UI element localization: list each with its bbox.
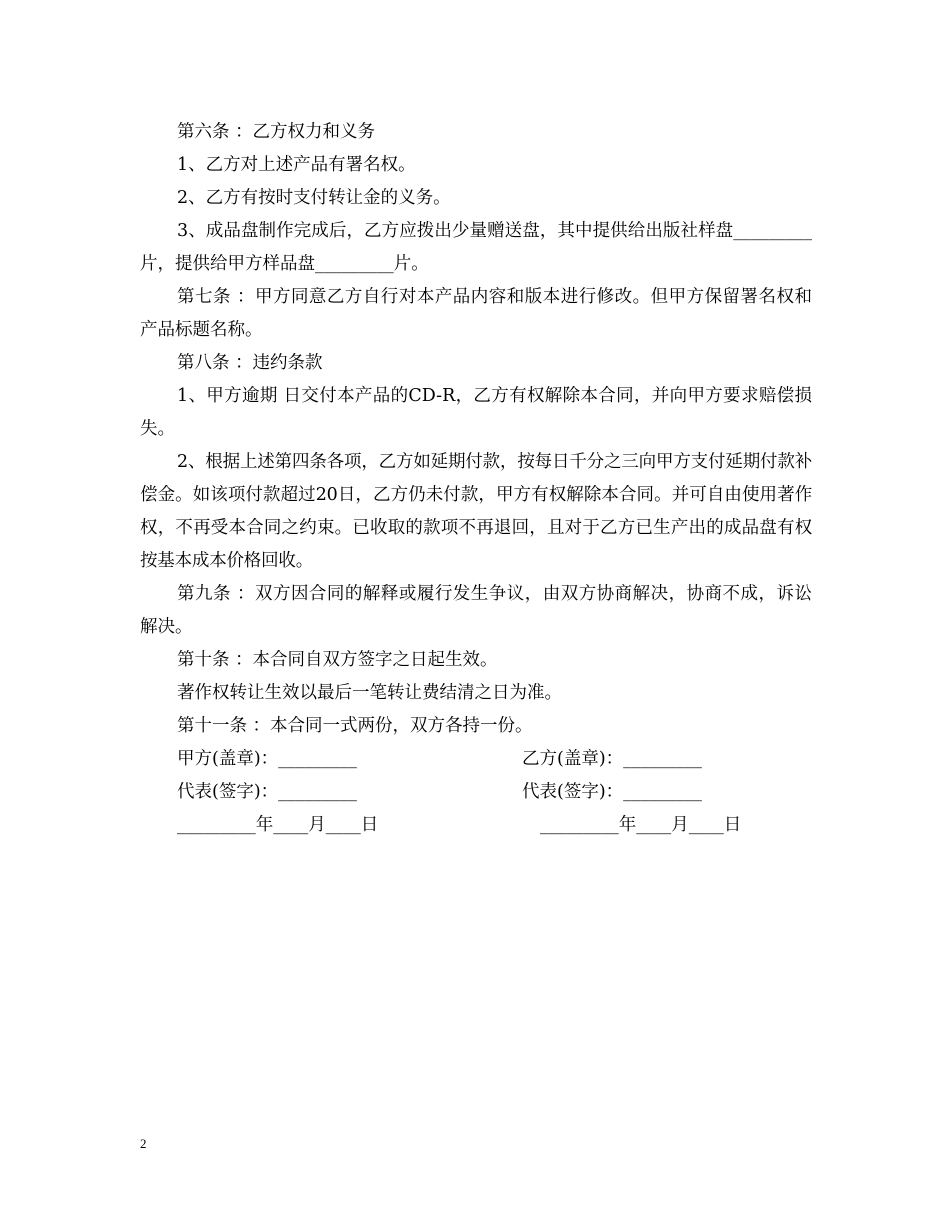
- article-6-item-1: 1、乙方对上述产品有署名权。: [177, 155, 416, 175]
- contract-body: [140, 116, 812, 842]
- article-6-item-3: 3、成品盘制作完成后，乙方应拨出少量赠送盘，其中提供给出版社样盘_________片，提供给甲方样品盘_________片。: [140, 221, 812, 274]
- party-a-date-field: _________年____月____日: [177, 815, 379, 835]
- article-8-item-1: 1、甲方逾期 日交付本产品的CD-R，乙方有权解除本合同，并向甲方要求赔偿损失。: [140, 386, 812, 439]
- party-b-date-field: _________年____月____日: [540, 815, 742, 835]
- article-10: 第十条 ：本合同自双方签字之日起生效。: [177, 650, 498, 670]
- party-b-seal-field: 乙方(盖章)：_________: [522, 749, 702, 769]
- signature-row-representative: [140, 776, 812, 809]
- article-9: 第九条 ：双方因合同的解释或履行发生争议，由双方协商解决，协商不成，诉讼解决。: [140, 584, 812, 637]
- article-10-note: 著作权转让生效以最后一笔转让费结清之日为准。: [177, 683, 562, 703]
- signature-row-date: [140, 809, 812, 842]
- article-8-heading: 第八条 ：违约条款: [177, 353, 323, 373]
- page-number: 2: [140, 1136, 147, 1151]
- signature-row-seal: [140, 743, 812, 776]
- article-7: 第七条 ：甲方同意乙方自行对本产品内容和版本进行修改。但甲方保留署名权和产品标题名称。: [140, 287, 812, 340]
- article-6-item-2: 2、乙方有按时支付转让金的义务。: [177, 188, 451, 208]
- party-a-representative-field: 代表(签字)：_________: [177, 782, 357, 802]
- party-a-seal-field: 甲方(盖章)：_________: [177, 749, 357, 769]
- article-11: 第十一条 ：本合同一式两份，双方各持一份。: [177, 716, 533, 736]
- party-b-representative-field: 代表(签字)：_________: [522, 782, 702, 802]
- article-8-item-2: 2、根据上述第四条各项，乙方如延期付款，按每日千分之三向甲方支付延期付款补偿金。如该项付款超过20日，乙方仍未付款，甲方有权解除本合同。并可自由使用著作权，不再受本合同之约束。已收取的款项不再退回，且对于乙方已生产出的成品盘有权按基本成本价格回收。: [140, 452, 812, 571]
- article-6-heading: 第六条 ：乙方权力和义务: [177, 122, 376, 142]
